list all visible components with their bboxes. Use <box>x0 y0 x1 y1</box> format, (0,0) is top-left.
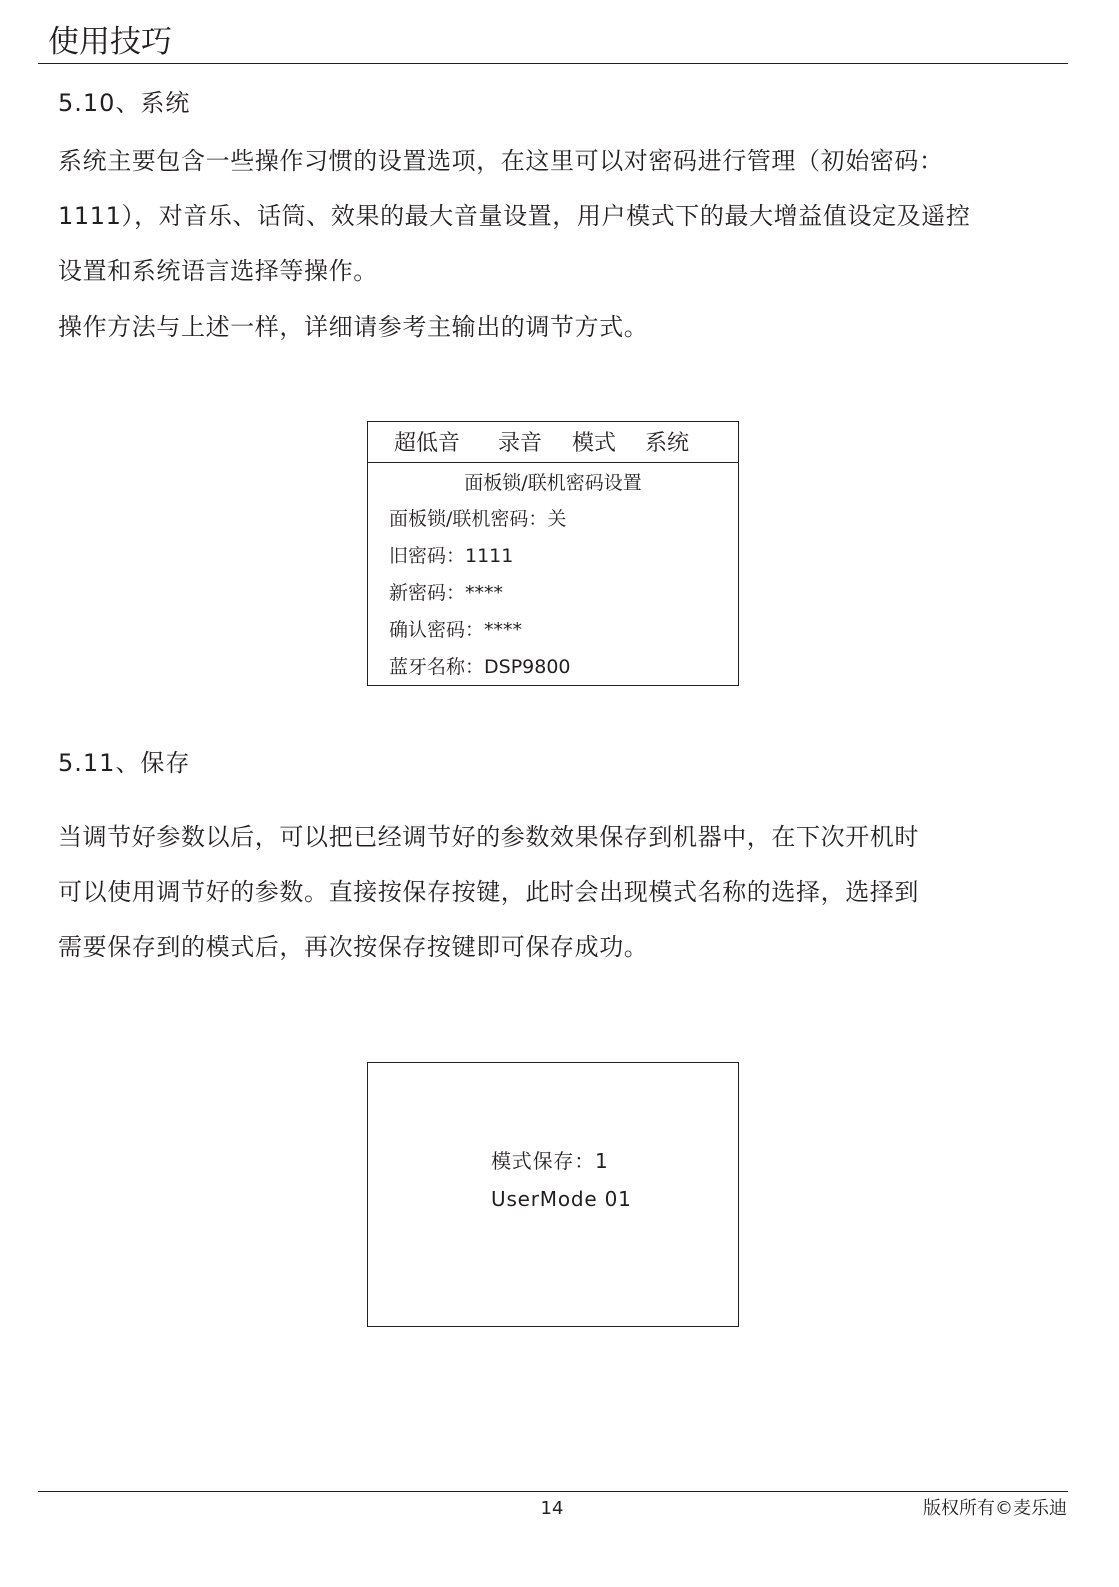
menu-item-system: 系统 <box>645 431 690 456</box>
mode-save-label: 模式保存：1 <box>491 1149 609 1173</box>
mode-save-screen <box>367 1062 739 1327</box>
panel-lock-row: 面板锁/联机密码：关 <box>389 508 567 530</box>
menu-item-subwoofer: 超低音 <box>394 431 461 456</box>
section-5-11-heading: 5.11、保存 <box>58 749 191 777</box>
copyright-notice: 版权所有©麦乐迪 <box>923 1498 1067 1519</box>
page-header-title: 使用技巧 <box>48 24 172 60</box>
confirm-password-row: 确认密码：**** <box>389 619 523 641</box>
bluetooth-name-row: 蓝牙名称：DSP9800 <box>389 656 571 678</box>
section-5-11-paragraph <box>58 810 1058 975</box>
user-mode-name: UserMode 01 <box>491 1187 632 1211</box>
paragraph-line: 1111），对音乐、话筒、效果的最大音量设置，用户模式下的最大增益值设定及遥控 <box>58 202 971 230</box>
footer-divider <box>38 1491 1068 1492</box>
paragraph-line: 可以使用调节好的参数。直接按保存按键，此时会出现模式名称的选择，选择到 <box>58 878 919 906</box>
paragraph-line: 当调节好参数以后，可以把已经调节好的参数效果保存到机器中，在下次开机时 <box>58 823 919 851</box>
header-divider <box>38 63 1068 64</box>
new-password-row: 新密码：**** <box>389 582 504 604</box>
section-5-10-heading: 5.10、系统 <box>58 89 191 117</box>
page-number: 14 <box>540 1498 564 1519</box>
section-5-10-paragraph <box>58 134 1058 299</box>
paragraph-line: 设置和系统语言选择等操作。 <box>58 257 378 285</box>
screen-title: 面板锁/联机密码设置 <box>464 472 642 494</box>
menu-item-mode: 模式 <box>572 431 617 456</box>
menu-item-recording: 录音 <box>498 431 543 456</box>
paragraph-line: 系统主要包含一些操作习惯的设置选项，在这里可以对密码进行管理（初始密码： <box>58 147 944 175</box>
paragraph-line: 需要保存到的模式后，再次按保存按键即可保存成功。 <box>58 933 649 961</box>
old-password-row: 旧密码：1111 <box>389 545 514 567</box>
section-5-10-method-text: 操作方法与上述一样，详细请参考主输出的调节方式。 <box>58 313 649 341</box>
system-settings-screen <box>367 421 739 686</box>
screen-menu-bar <box>368 422 738 463</box>
